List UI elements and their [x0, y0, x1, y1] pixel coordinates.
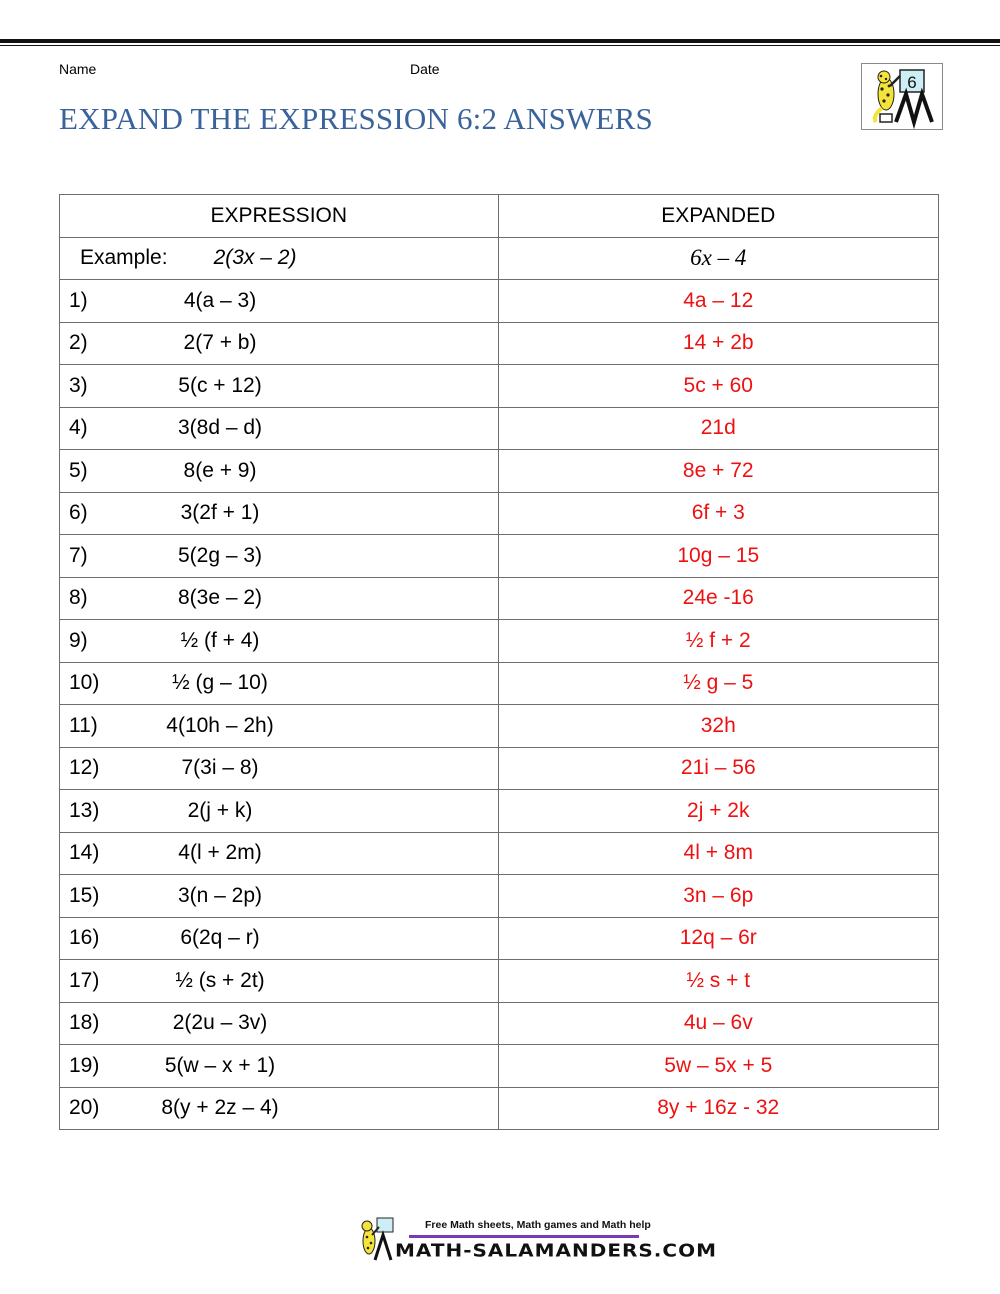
problem-answer: 12q – 6r: [498, 917, 938, 960]
problem-answer: ½ s + t: [498, 960, 938, 1003]
problem-number: 11): [69, 713, 98, 737]
table-row: [60, 577, 939, 620]
table-row: [60, 960, 939, 1003]
problem-answer: 21d: [498, 407, 938, 450]
footer-tagline: Free Math sheets, Math games and Math help: [425, 1219, 651, 1231]
problem-answer: 10g – 15: [498, 535, 938, 578]
problem-answer: 6f + 3: [498, 492, 938, 535]
problem-number: 3): [69, 373, 88, 397]
table-row: [60, 407, 939, 450]
example-expanded: 6x – 4: [690, 245, 747, 271]
table-row: [60, 620, 939, 663]
problem-answer: 24e -16: [498, 577, 938, 620]
table-row: [60, 662, 939, 705]
salamander-easel-icon: [862, 64, 942, 129]
table-row: [60, 1002, 939, 1045]
problem-number: 4): [69, 416, 88, 440]
problem-expression: 6(2q – r): [180, 926, 260, 950]
problem-answer: 32h: [498, 705, 938, 748]
problem-number: 19): [69, 1053, 100, 1077]
problem-expression: 5(c + 12): [178, 373, 262, 397]
problem-number: 1): [69, 288, 88, 312]
problem-answer: 4l + 8m: [498, 832, 938, 875]
date-label: Date: [410, 61, 440, 77]
example-row: [60, 237, 939, 280]
problem-number: 2): [69, 331, 88, 355]
footer-divider: [409, 1235, 639, 1238]
problem-expression: 2(7 + b): [183, 331, 257, 355]
problem-number: 15): [69, 883, 100, 907]
top-rule-thick: [0, 39, 1000, 43]
problem-answer: ½ f + 2: [498, 620, 938, 663]
problem-expression: 4(a – 3): [183, 288, 257, 312]
problem-answer: 2j + 2k: [498, 790, 938, 833]
problem-number: 20): [69, 1096, 100, 1120]
problem-answer: 8e + 72: [498, 450, 938, 493]
problem-expression: 7(3i – 8): [181, 756, 259, 780]
problem-expression: 4(10h – 2h): [166, 713, 274, 737]
table-row: [60, 1045, 939, 1088]
worksheet-table: [59, 194, 939, 1130]
grade-logo: [861, 63, 943, 130]
table-row: [60, 832, 939, 875]
problem-number: 7): [69, 543, 88, 567]
problem-number: 16): [69, 926, 100, 950]
footer-site-name: MATH-SALAMANDERS.COM: [395, 1239, 717, 1261]
table-row: [60, 917, 939, 960]
problem-expression: 3(n – 2p): [177, 883, 263, 907]
table-row: [60, 875, 939, 918]
name-label: Name: [59, 61, 97, 77]
svg-text:6: 6: [907, 73, 917, 92]
problem-number: 10): [69, 671, 100, 695]
problem-number: 5): [69, 458, 88, 482]
problem-number: 18): [69, 1011, 100, 1035]
problem-number: 6): [69, 501, 88, 525]
problem-expression: 8(e + 9): [183, 458, 257, 482]
problem-number: 13): [69, 798, 100, 822]
problem-expression: 5(2g – 3): [177, 543, 263, 567]
problem-number: 12): [69, 756, 100, 780]
example-expression: 2(3x – 2): [213, 246, 297, 270]
problem-expression: 3(2f + 1): [180, 501, 260, 525]
problem-answer: 5c + 60: [498, 365, 938, 408]
problem-answer: 14 + 2b: [498, 322, 938, 365]
header-expression: EXPRESSION: [60, 195, 499, 238]
problem-expression: 8(3e – 2): [177, 586, 263, 610]
problem-answer: 8y + 16z - 32: [498, 1087, 938, 1130]
table-row: [60, 280, 939, 323]
problem-expression: 5(w – x + 1): [164, 1053, 276, 1077]
example-label: Example:: [80, 246, 168, 270]
top-rule-thin: [0, 45, 1000, 46]
page-title: EXPAND THE EXPRESSION 6:2 ANSWERS: [59, 101, 653, 136]
problem-number: 9): [69, 628, 88, 652]
table-row: [60, 322, 939, 365]
problem-number: 17): [69, 968, 100, 992]
table-row: [60, 535, 939, 578]
problem-answer: 4u – 6v: [498, 1002, 938, 1045]
table-header-row: [60, 195, 939, 238]
table-row: [60, 705, 939, 748]
problem-number: 8): [69, 586, 88, 610]
problem-answer: ½ g – 5: [498, 662, 938, 705]
problem-answer: 21i – 56: [498, 747, 938, 790]
problem-expression: ½ (g – 10): [172, 671, 268, 695]
problem-expression: 2(2u – 3v): [172, 1011, 268, 1035]
table-row: [60, 1087, 939, 1130]
problem-expression: ½ (f + 4): [180, 628, 260, 652]
problem-expression: ½ (s + 2t): [175, 968, 265, 992]
table-row: [60, 790, 939, 833]
table-row: [60, 450, 939, 493]
problem-expression: 3(8d – d): [177, 416, 263, 440]
problem-expression: 8(y + 2z – 4): [161, 1096, 279, 1120]
problem-expression: 2(j + k): [187, 798, 253, 822]
table-row: [60, 747, 939, 790]
table-row: [60, 492, 939, 535]
problem-answer: 3n – 6p: [498, 875, 938, 918]
problem-answer: 5w – 5x + 5: [498, 1045, 938, 1088]
problem-expression: 4(l + 2m): [178, 841, 262, 865]
header-expanded: EXPANDED: [498, 195, 938, 238]
problem-answer: 4a – 12: [498, 280, 938, 323]
problem-number: 14): [69, 841, 100, 865]
table-row: [60, 365, 939, 408]
